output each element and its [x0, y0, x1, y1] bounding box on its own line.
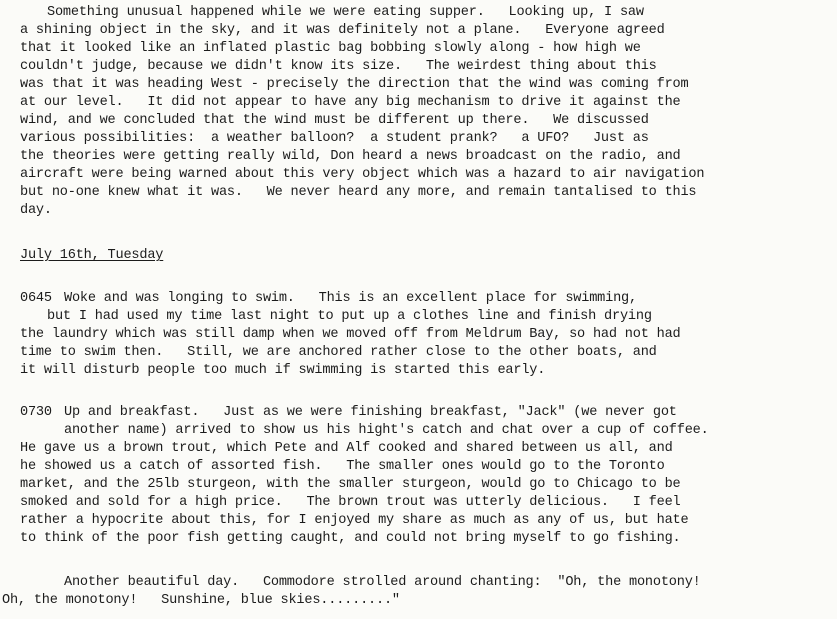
entry-0730-line-7: rather a hypocrite about this, for I enjoyed my share as much as any of us, but hate — [20, 513, 689, 528]
para1-line-10: aircraft were being warned about this very object which was a hazard to air navigation — [20, 167, 705, 182]
entry-0645-line-4: time to swim then. Still, we are anchored rather close to the other boats, and — [20, 345, 657, 360]
entry-0645-time: 0645 — [20, 291, 52, 306]
entry-0645-line-2: but I had used my time last night to put up a clothes line and finish drying — [47, 309, 652, 324]
entry-0730-line-4: he showed us a catch of assorted fish. The smaller ones would go to the Toronto — [20, 459, 665, 474]
final-para-line-1: Another beautiful day. Commodore strolled around chanting: "Oh, the monotony! — [64, 575, 701, 590]
entry-0730-line-8: to think of the poor fish getting caught, and could not bring myself to go fishing. — [20, 531, 681, 546]
entry-0730-line-1: Up and breakfast. Just as we were finishing breakfast, "Jack" (we never got — [64, 405, 677, 420]
para1-line-9: the theories were getting really wild, Don heard a news broadcast on the radio, and — [20, 149, 681, 164]
entry-0730-line-3: He gave us a brown trout, which Pete and Alf cooked and shared between us all, and — [20, 441, 673, 456]
date-heading: July 16th, Tuesday — [20, 248, 164, 263]
para1-line-5: was that it was heading West - precisely the direction that the wind was coming from — [20, 77, 689, 92]
para1-line-12: day. — [20, 203, 52, 218]
para1-line-3: that it looked like an inflated plastic bag bobbing slowly along - how high we — [20, 41, 641, 56]
para1-line-2: a shining object in the sky, and it was definitely not a plane. Everyone agreed — [20, 23, 665, 38]
final-para-line-2: Oh, the monotony! Sunshine, blue skies........." — [2, 593, 400, 608]
para1-line-1: Something unusual happened while we were eating supper. Looking up, I saw — [47, 5, 644, 20]
para1-line-7: wind, and we concluded that the wind must be different up there. We discussed — [20, 113, 649, 128]
entry-0645-line-1: Woke and was longing to swim. This is an excellent place for swimming, — [64, 291, 637, 306]
para1-line-6: at our level. It did not appear to have any big mechanism to drive it against the — [20, 95, 681, 110]
entry-0645-line-5: it will disturb people too much if swimming is started this early. — [20, 363, 546, 378]
entry-0730-line-2: another name) arrived to show us his hight's catch and chat over a cup of coffee. — [64, 423, 709, 438]
para1-line-8: various possibilities: a weather balloon? a student prank? a UFO? Just as — [20, 131, 649, 146]
para1-line-11: but no-one knew what it was. We never heard any more, and remain tantalised to this — [20, 185, 697, 200]
entry-0730-time: 0730 — [20, 405, 52, 420]
entry-0730-line-6: smoked and sold for a high price. The brown trout was utterly delicious. I feel — [20, 495, 681, 510]
entry-0730-line-5: market, and the 25lb sturgeon, with the smaller sturgeon, would go to Chicago to be — [20, 477, 681, 492]
para1-line-4: couldn't judge, because we didn't know its size. The weirdest thing about this — [20, 59, 657, 74]
entry-0645-line-3: the laundry which was still damp when we moved off from Meldrum Bay, so had not had — [20, 327, 681, 342]
